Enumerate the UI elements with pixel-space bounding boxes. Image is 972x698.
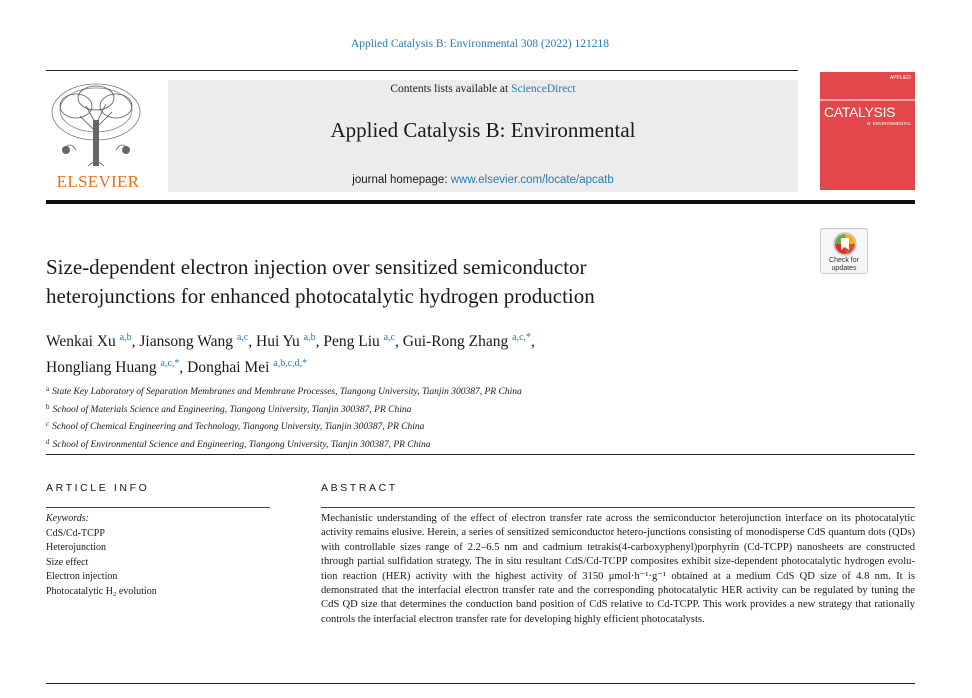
abstract-text: Mechanistic understanding of the effect of electron transfer rate across the semiconductor heterojunction interface on its photocatalytic activity remains elusive. Herein, a series of sensitized semiconductor hetero-junctions consisting of monodisperse CdS quantum dots (QDs) with controllable sizes range of 2.2–6.5 nm and cadmium tetrakis(4-carboxyphenyl)porphyrin (Cd-TCPP) nanosheets are constructed through partial sulfidation strategy. The in situ resultant CdS/Cd-TCPP composites exhibit size-dependent photocatalytic hydrogen evolu-tion reaction (HER) activity with the highest activity of 3150 μmol·h⁻¹·g⁻¹ obtained at a medium CdS QD size of 4.8 nm. It is demonstrated that the interfacial electron transfer rate and the corresponding photocatalytic HER activity can be regulated by tuning the CdS QD size that determines the conduction band position of CdS relative to Cd-TCPP. This work provides a new strategy that rationally controls the interfacial electron transfer rate for developing highly efficient photocatalysts. [321,513,915,625]
author-separator: , [179,359,188,376]
contents-prefix: Contents lists available at [390,83,512,95]
affiliation-item [46,382,846,400]
author-name[interactable]: Wenkai Xu [46,333,116,350]
homepage-prefix: journal homepage: [352,174,451,186]
check-for-updates-button[interactable] [820,228,868,274]
author-affiliation-marks[interactable]: a,c [383,332,396,343]
affiliation-mark: c [46,420,50,428]
journal-cover[interactable] [820,72,915,190]
keywords-label: Keywords: [46,513,89,524]
author-name[interactable]: Hongliang Huang [46,359,157,376]
check-updates-icon [833,232,857,256]
affiliation-mark: b [46,402,50,411]
author-name[interactable]: Jiansong Wang [139,333,233,350]
cover-subtitle: B: ENVIRONMENTAL [867,121,911,126]
affiliation-text: State Key Laboratory of Separation Membranes and Membrane Processes, Tiangong University, Tianjin 300387, PR China [52,387,522,397]
author-list [46,327,846,379]
author-line-1 [46,327,846,353]
author-name[interactable]: Peng Liu [323,333,380,350]
author-separator: , [248,333,256,350]
author-affiliation-marks[interactable]: a,c,* [512,332,532,343]
author-name[interactable]: Gui-Rong Zhang [402,333,509,350]
cover-title: CATALYSIS [824,104,896,120]
author-separator: , [315,333,324,350]
journal-title: Applied Catalysis B: Environmental [330,118,636,142]
header-top-rule [46,70,798,71]
keyword-item: Size effect [46,556,89,568]
author-affiliation-marks[interactable]: a,b,c,d,* [273,358,308,369]
check-updates-line2: updates [831,264,857,272]
author-line-2 [46,353,846,379]
author-separator: , [131,333,140,350]
check-updates-line1: Check for [829,257,859,264]
author-affiliation-marks[interactable]: a,c,* [160,358,180,369]
elsevier-wordmark: ELSEVIER [56,172,140,191]
affiliation-mark: a [46,385,50,393]
author-affiliation-marks[interactable]: a,b [119,332,132,343]
article-title-line1: Size-dependent electron injection over sensitized semiconductor [46,255,587,279]
affiliation-mark: d [46,437,50,446]
journal-header-box [168,80,798,192]
author-name[interactable]: Donghai Mei [187,359,270,376]
affiliation-item [46,417,846,435]
homepage-line [168,174,798,186]
article-info-heading: ARTICLE INFO [46,482,150,494]
contents-line [168,83,798,95]
keyword-item: CdS/Cd-TCPP [46,527,105,539]
keyword-item: Heterojunction [46,542,106,553]
author-affiliation-marks[interactable]: a,c [236,332,249,343]
affiliation-text: School of Chemical Engineering and Technology, Tiangong University, Tianjin 300387, PR China [52,422,425,432]
author-affiliation-marks[interactable]: a,b [303,332,316,343]
cover-strip [820,99,915,101]
keyword-item: Electron injection [46,571,118,582]
elsevier-tree-icon [46,80,146,170]
abstract-bottom-rule [46,683,915,684]
header-thick-rule [46,200,915,204]
elsevier-logo[interactable] [46,80,150,192]
cover-top-text: APPLIED [889,75,911,81]
affiliation-list [46,382,846,452]
author-name[interactable]: Hui Yu [256,333,300,350]
affiliation-item [46,435,846,453]
keywords-block [46,512,270,599]
article-title [46,253,786,311]
section-divider [46,454,915,455]
sciencedirect-link[interactable]: ScienceDirect [511,83,576,95]
affiliation-text: School of Environmental Science and Engineering, Tiangong University, Tianjin 300387, PR China [52,439,431,450]
abstract-rule [321,507,915,508]
check-updates-text [821,257,867,272]
affiliation-item [46,400,846,418]
article-info-rule [46,507,270,508]
affiliation-text: School of Materials Science and Engineering, Tiangong University, Tianjin 300387, PR China [52,404,412,415]
journal-homepage-link[interactable]: www.elsevier.com/locate/apcatb [450,174,614,186]
journal-citation[interactable]: Applied Catalysis B: Environmental 308 (2022) 121218 [350,38,610,50]
keyword-item: Photocatalytic H₂ evolution [46,585,157,597]
author-separator: , [531,333,535,350]
author-separator: , [395,333,403,350]
article-title-line2: heterojunctions for enhanced photocatalytic hydrogen production [46,284,595,308]
abstract-heading: ABSTRACT [321,482,398,494]
